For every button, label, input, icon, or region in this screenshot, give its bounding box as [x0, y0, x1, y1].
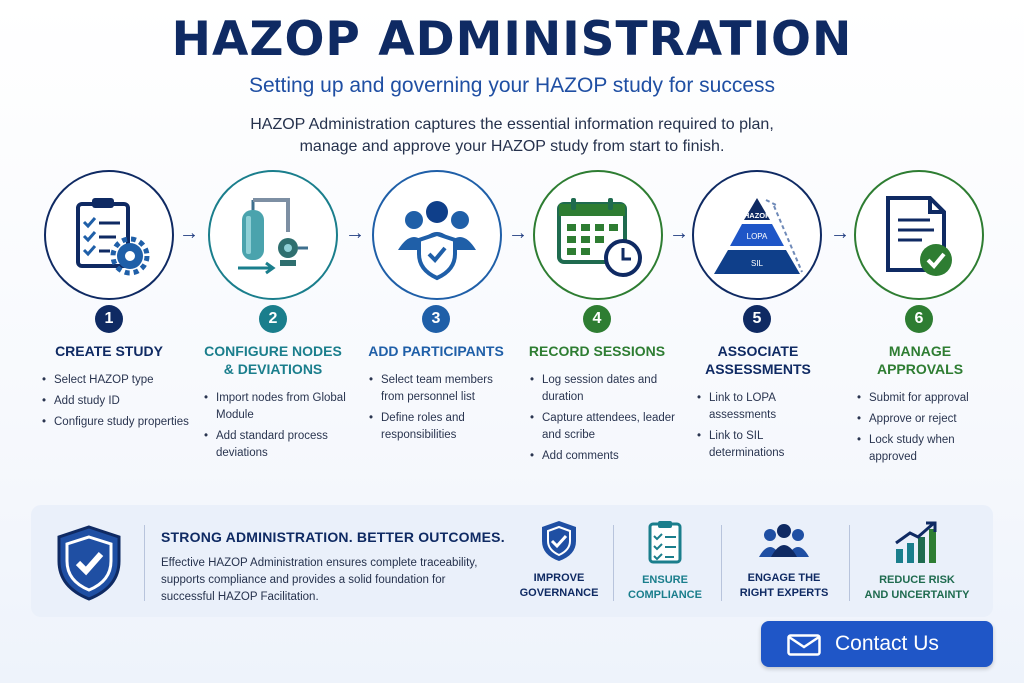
step-number: 4 — [583, 305, 611, 333]
list-item: • Approve or reject — [855, 411, 995, 428]
step-title — [673, 342, 843, 378]
pyramid-icon — [694, 172, 820, 298]
step-title-line: ASSESSMENTS — [705, 361, 811, 377]
step-number: 5 — [743, 305, 771, 333]
benefit-label — [857, 573, 977, 603]
list-item: • Configure study properties — [40, 414, 190, 431]
step-title — [188, 342, 358, 378]
checklist-icon — [645, 519, 685, 565]
pyramid-level-label: LOPA — [746, 232, 768, 241]
list-item: • Submit for approval — [855, 390, 995, 407]
list-item: • Link to LOPA assessments — [695, 390, 835, 424]
benefit-label — [605, 573, 725, 603]
step-number: 1 — [95, 305, 123, 333]
benefit-label-line: GOVERNANCE — [519, 587, 599, 599]
list-item: • Add standard process deviations — [202, 428, 352, 462]
benefit-label-line: COMPLIANCE — [628, 589, 702, 601]
step-title — [512, 342, 682, 360]
benefit-reduce-risk — [857, 519, 977, 603]
step-title — [351, 342, 521, 360]
envelope-icon — [787, 634, 821, 656]
list-item: • Import nodes from Global Module — [202, 390, 352, 424]
contact-us-button[interactable] — [761, 621, 993, 667]
benefit-ensure-compliance — [605, 519, 725, 603]
arrow-right-icon: → — [179, 222, 199, 244]
step-title-line: MANAGE — [888, 343, 952, 359]
step-title — [24, 342, 194, 360]
shield-check-icon — [53, 523, 125, 603]
divider — [721, 525, 722, 601]
banner-text: Effective HAZOP Administration ensures complete traceability, supports compliance and provides a solid foundation for successful HAZOP Facilitation. — [161, 557, 478, 603]
list-item: • Add study ID — [40, 393, 190, 410]
intro-text — [212, 114, 812, 158]
team-icon — [756, 519, 812, 563]
benefit-improve-governance — [499, 519, 619, 601]
arrow-right-icon: → — [508, 222, 528, 244]
step-bullets — [528, 372, 678, 469]
list-item: • Capture attendees, leader and scribe — [528, 410, 678, 444]
clipboard-gear-icon — [46, 172, 172, 298]
page-subtitle: Setting up and governing your HAZOP study for success — [248, 74, 776, 97]
step-title-line: CREATE STUDY — [55, 343, 163, 359]
team-shield-icon — [374, 172, 500, 298]
step-bullets — [695, 390, 835, 466]
process-vessel-icon — [210, 172, 336, 298]
contact-us-label: Contact Us — [835, 632, 939, 655]
benefit-label-line: RIGHT EXPERTS — [739, 587, 829, 599]
arrow-right-icon: → — [830, 222, 850, 244]
step-icon-circle — [372, 170, 502, 300]
step-bullets — [367, 372, 517, 448]
growth-chart-icon — [892, 519, 942, 565]
list-item: • Select HAZOP type — [40, 372, 190, 389]
step-title-line: & DEVIATIONS — [223, 361, 323, 377]
step-title-line: ASSOCIATE — [717, 343, 799, 359]
step-icon-circle — [692, 170, 822, 300]
document-check-icon — [856, 172, 982, 298]
step-icon-circle — [44, 170, 174, 300]
benefit-label-line: REDUCE RISK — [879, 574, 955, 586]
step-title-line: RECORD SESSIONS — [528, 343, 666, 359]
arrow-right-icon: → — [345, 222, 365, 244]
step-title — [835, 342, 1005, 378]
step-number: 2 — [259, 305, 287, 333]
list-item: • Select team members from personnel list — [367, 372, 517, 406]
list-item: • Log session dates and duration — [528, 372, 678, 406]
banner-heading: STRONG ADMINISTRATION. BETTER OUTCOMES. — [161, 529, 505, 545]
list-item: • Define roles and responsibilities — [367, 410, 517, 444]
list-item: • Add comments — [528, 448, 678, 465]
step-bullets — [202, 390, 352, 466]
step-bullets — [40, 372, 190, 435]
intro-line: manage and approve your HAZOP study from start to finish. — [299, 138, 725, 155]
pyramid-level-label: HAZOP — [743, 211, 771, 220]
benefit-engage-experts — [724, 519, 844, 601]
step-title-line: CONFIGURE NODES — [204, 343, 342, 359]
pyramid-level-label: SIL — [750, 259, 764, 268]
list-item: • Lock study when approved — [855, 432, 995, 466]
step-title-line: APPROVALS — [876, 361, 964, 377]
step-bullets — [855, 390, 995, 470]
benefit-label-line: ENGAGE THE — [747, 572, 821, 584]
benefit-label-line: AND UNCERTAINTY — [864, 589, 970, 601]
step-number: 3 — [422, 305, 450, 333]
divider — [849, 525, 850, 601]
divider — [144, 525, 145, 601]
step-icon-circle — [208, 170, 338, 300]
benefit-label-line: ENSURE — [642, 574, 688, 586]
step-title-line: ADD PARTICIPANTS — [368, 343, 504, 359]
shield-check-icon — [539, 519, 579, 563]
calendar-clock-icon — [535, 172, 661, 298]
arrow-right-icon: → — [669, 222, 689, 244]
list-item: • Link to SIL determinations — [695, 428, 835, 462]
benefit-label-line: IMPROVE — [533, 572, 585, 584]
benefit-label — [499, 571, 619, 601]
summary-banner — [31, 505, 993, 617]
step-icon-circle — [854, 170, 984, 300]
page-title: HAZOP ADMINISTRATION — [171, 12, 853, 67]
step-icon-circle — [533, 170, 663, 300]
step-number: 6 — [905, 305, 933, 333]
benefit-label — [724, 571, 844, 601]
intro-line: HAZOP Administration captures the essential information required to plan, — [250, 116, 774, 133]
